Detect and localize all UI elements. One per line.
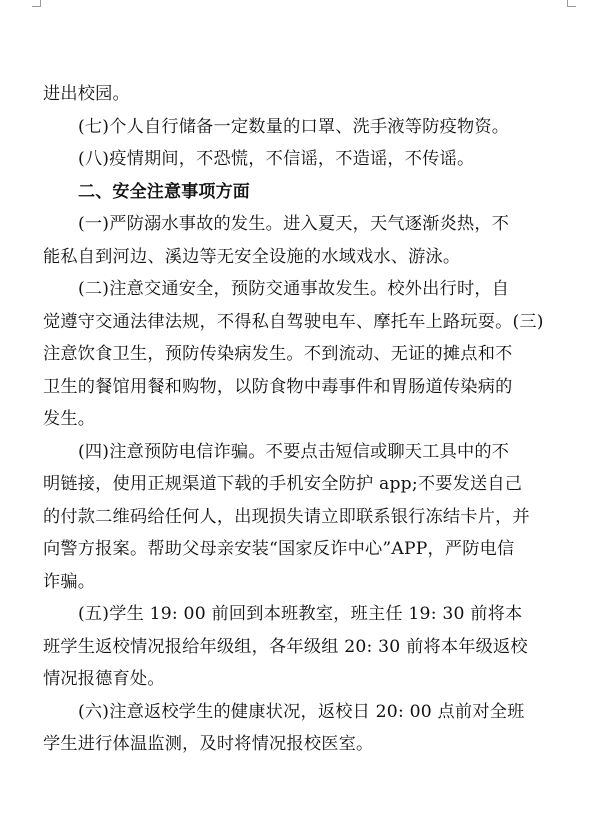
paragraph-traffic-food-safety	[43, 273, 567, 436]
top-left-corner-mark	[32, 0, 41, 7]
top-right-corner-mark	[567, 0, 576, 7]
paragraph-item-8	[43, 143, 567, 176]
text-line: 学生进行体温监测，及时将情况报校医室。	[43, 734, 374, 754]
text-line: (八)疫情期间，不恐慌，不信谣，不造谣，不传谣。	[78, 149, 475, 169]
section-heading	[43, 176, 567, 209]
text-line: 发生。	[43, 409, 96, 429]
text-line: 注意饮食卫生，预防传染病发生。不到流动、无证的摊点和不	[43, 344, 513, 364]
paragraph-health-monitoring	[43, 696, 567, 761]
text-line: 能私自到河边、溪边等无安全设施的水域戏水、游泳。	[43, 246, 461, 267]
text-line: 觉遵守交通法律法规，不得私自驾驶电车、摩托车上路玩耍。(三)	[43, 311, 544, 332]
text-line: (七)个人自行储备一定数量的口罩、洗手液等防疫物资。	[78, 116, 510, 137]
document-body	[43, 78, 567, 761]
paragraph-item-7	[43, 111, 567, 144]
text-line: 明链接，使用正规渠道下载的手机安全防护 app;不要发送自己	[43, 474, 523, 494]
text-line: (五)学生 19: 00 前回到本班教室，班主任 19: 30 前将本	[78, 604, 523, 624]
text-line: (二)注意交通安全，预防交通事故发生。校外出行时，自	[78, 279, 510, 299]
text-line: (一)严防溺水事故的发生。进入夏天，天气逐渐炎热，不	[78, 214, 510, 234]
text-line: (四)注意预防电信诈骗。不要点击短信或聊天工具中的不	[78, 441, 510, 462]
paragraph-enter-campus	[43, 78, 567, 111]
text-line: 班学生返校情况报给年级组，各年级组 20: 30 前将本年级返校	[43, 636, 528, 657]
paragraph-return-time	[43, 598, 567, 696]
text-line: 向警方报案。帮助父母亲安装“国家反诈中心”APP，严防电信	[43, 539, 515, 559]
text-line: 进出校园。	[43, 84, 130, 104]
section-heading-text: 二、安全注意事项方面	[78, 181, 250, 202]
text-line: (六)注意返校学生的健康状况，返校日 20: 00 点前对全班	[78, 701, 525, 722]
text-line: 的付款二维码给任何人，出现损失请立即联系银行冻结卡片，并	[43, 506, 530, 527]
text-line: 卫生的餐馆用餐和购物，以防食物中毒事件和胃肠道传染病的	[43, 376, 513, 397]
paragraph-telecom-fraud	[43, 436, 567, 599]
paragraph-drowning-safety	[43, 208, 567, 273]
text-line: 情况报德育处。	[43, 669, 165, 689]
text-line: 诈骗。	[43, 571, 96, 592]
